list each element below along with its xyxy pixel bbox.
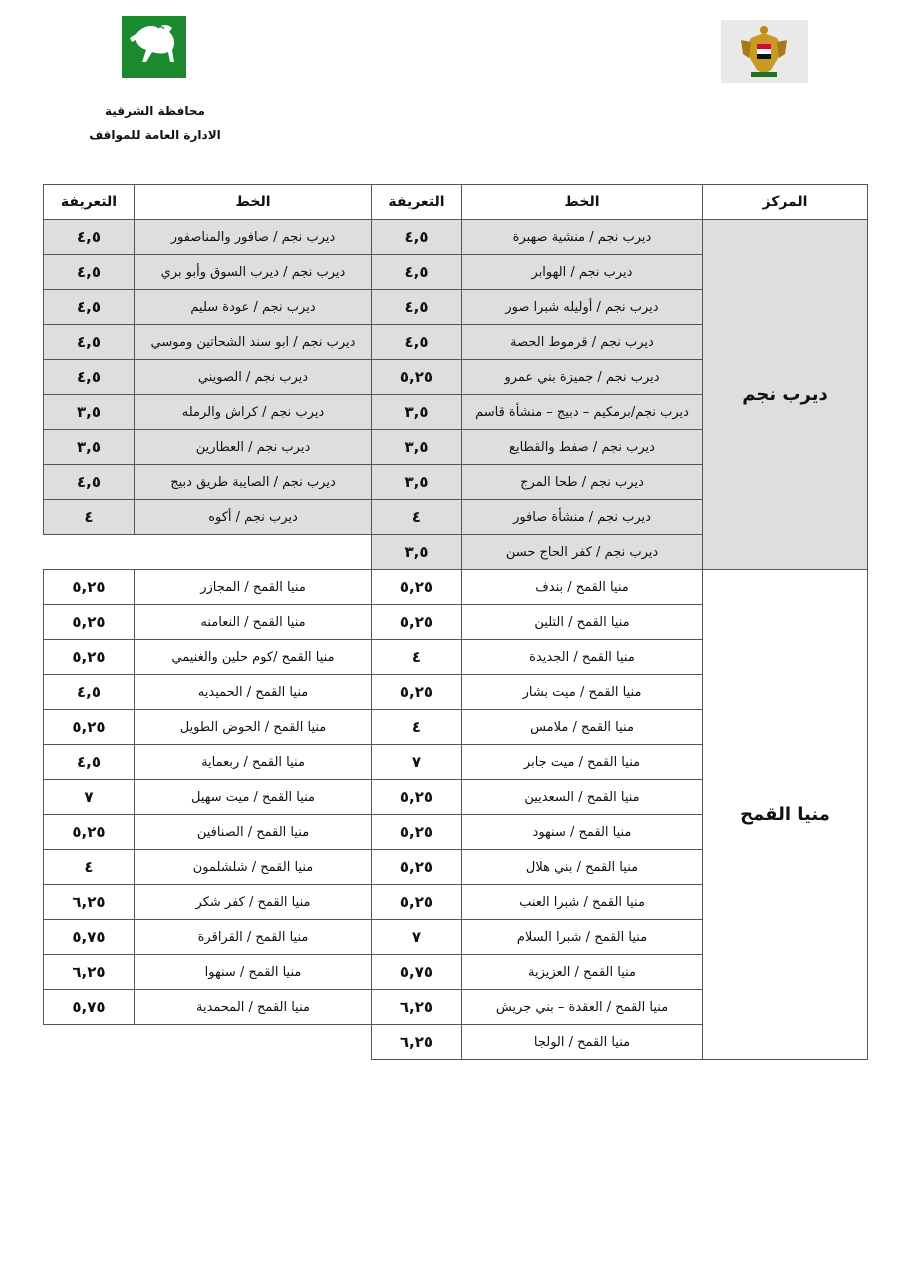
fare-table (43, 184, 868, 1060)
fare-cell: ٧ (372, 920, 462, 955)
fare-cell: ٥,٧٥ (372, 955, 462, 990)
fare-cell: ٤,٥ (44, 745, 135, 780)
route-cell: منيا القمح / سنهود (462, 815, 703, 850)
horse-icon (122, 16, 186, 78)
route-cell: منيا القمح /كوم حلين والغنيمي (135, 640, 372, 675)
center-name-cell: ديرب نجم (703, 220, 868, 570)
fare-cell: ٥,٢٥ (372, 780, 462, 815)
fare-cell: ٥,٢٥ (372, 605, 462, 640)
route-cell: منيا القمح / النعامنه (135, 605, 372, 640)
route-cell: ديرب نجم / الصويني (135, 360, 372, 395)
route-cell: منيا القمح / ميت جابر (462, 745, 703, 780)
fare-cell: ٤,٥ (44, 675, 135, 710)
route-cell: منيا القمح / الجديدة (462, 640, 703, 675)
fare-cell: ٦,٢٥ (44, 885, 135, 920)
fare-cell: ٣,٥ (372, 395, 462, 430)
fare-cell: ٤ (372, 710, 462, 745)
fare-cell: ٥,٢٥ (44, 710, 135, 745)
fare-cell: ٣,٥ (372, 465, 462, 500)
route-cell: منيا القمح / المجازر (135, 570, 372, 605)
fare-cell: ٣,٥ (372, 430, 462, 465)
route-cell: ديرب نجم / قرموط الحصة (462, 325, 703, 360)
route-cell: ديرب نجم / طحا المرج (462, 465, 703, 500)
department-title: الادارة العامة للمواقف (89, 128, 221, 142)
center-name-cell: منيا القمح (703, 570, 868, 1060)
route-cell: منيا القمح / ربعماية (135, 745, 372, 780)
route-cell: منيا القمح / بني هلال (462, 850, 703, 885)
route-cell: منيا القمح / الصنافين (135, 815, 372, 850)
fare-cell: ٥,٧٥ (44, 920, 135, 955)
route-cell: منيا القمح / بندف (462, 570, 703, 605)
route-cell: منيا القمح / ميت سهيل (135, 780, 372, 815)
empty-cell (44, 1025, 372, 1060)
fare-cell: ٥,٢٥ (372, 850, 462, 885)
route-cell: ديرب نجم / أوليله شبرا صور (462, 290, 703, 325)
route-cell: ديرب نجم / ديرب السوق وأبو بري (135, 255, 372, 290)
route-cell: منيا القمح / شبرا العنب (462, 885, 703, 920)
route-cell: ديرب نجم/برمكيم – دبيج – منشأة قاسم (462, 395, 703, 430)
fare-cell: ٤,٥ (372, 290, 462, 325)
route-cell: ديرب نجم / منشأة صافور (462, 500, 703, 535)
fare-cell: ٤ (44, 850, 135, 885)
fare-cell: ٥,٢٥ (372, 570, 462, 605)
fare-cell: ٤,٥ (44, 220, 135, 255)
route-cell: منيا القمح / الولجا (462, 1025, 703, 1060)
fare-cell: ٥,٢٥ (372, 885, 462, 920)
route-cell: منيا القمح / المحمدية (135, 990, 372, 1025)
route-cell: منيا القمح / العقدة – بني جريش (462, 990, 703, 1025)
fare-cell: ٣,٥ (44, 395, 135, 430)
route-cell: منيا القمح / الحميديه (135, 675, 372, 710)
route-cell: منيا القمح / التلين (462, 605, 703, 640)
fare-cell: ٣,٥ (372, 535, 462, 570)
sharqia-horse-logo (122, 16, 186, 78)
route-cell: ديرب نجم / عودة سليم (135, 290, 372, 325)
fare-cell: ٤,٥ (44, 325, 135, 360)
eagle-icon (721, 20, 808, 83)
route-cell: ديرب نجم / صفط والقطايع (462, 430, 703, 465)
route-cell: ديرب نجم / الهوابر (462, 255, 703, 290)
route-cell: منيا القمح / العزيزية (462, 955, 703, 990)
table-header-row (44, 185, 868, 220)
fare-cell: ٤,٥ (44, 290, 135, 325)
route-cell: منيا القمح / السعديين (462, 780, 703, 815)
fare-cell: ٥,٧٥ (44, 990, 135, 1025)
fare-cell: ٧ (372, 745, 462, 780)
header-fare: التعريفة (372, 185, 462, 220)
fare-cell: ٥,٢٥ (44, 605, 135, 640)
fare-cell: ٧ (44, 780, 135, 815)
fare-cell: ٤,٥ (372, 325, 462, 360)
fare-cell: ٤,٥ (372, 220, 462, 255)
route-cell: ديرب نجم / العطارين (135, 430, 372, 465)
route-cell: ديرب نجم / كفر الحاج حسن (462, 535, 703, 570)
route-cell: منيا القمح / ملامس (462, 710, 703, 745)
route-cell: ديرب نجم / جميزة بني عمرو (462, 360, 703, 395)
fare-cell: ٥,٢٥ (372, 360, 462, 395)
fare-cell: ٥,٢٥ (44, 815, 135, 850)
route-cell: منيا القمح / سنهوا (135, 955, 372, 990)
route-cell: منيا القمح / شبرا السلام (462, 920, 703, 955)
fare-cell: ٤ (44, 500, 135, 535)
governorate-title: محافظة الشرقية (105, 104, 205, 118)
route-cell: ديرب نجم / كراش والرمله (135, 395, 372, 430)
fare-cell: ٦,٢٥ (44, 955, 135, 990)
route-cell: منيا القمح / القراقرة (135, 920, 372, 955)
route-cell: منيا القمح / شلشلمون (135, 850, 372, 885)
table-row (44, 570, 868, 605)
route-cell: ديرب نجم / منشية صهبرة (462, 220, 703, 255)
fare-cell: ٤,٥ (44, 255, 135, 290)
empty-cell (44, 535, 372, 570)
header-line: الخط (135, 185, 372, 220)
header-fare: التعريفة (44, 185, 135, 220)
fare-cell: ٥,٢٥ (372, 675, 462, 710)
route-cell: ديرب نجم / صافور والمناصفور (135, 220, 372, 255)
route-cell: ديرب نجم / الصايبة طريق دبيج (135, 465, 372, 500)
fare-cell: ٥,٢٥ (44, 570, 135, 605)
fare-cell: ٤ (372, 640, 462, 675)
fare-cell: ٣,٥ (44, 430, 135, 465)
fare-cell: ٥,٢٥ (44, 640, 135, 675)
fare-cell: ٦,٢٥ (372, 990, 462, 1025)
route-cell: ديرب نجم / أكوه (135, 500, 372, 535)
table-row (44, 220, 868, 255)
fare-cell: ٤,٥ (44, 360, 135, 395)
route-cell: ديرب نجم / ابو سند الشحاتين وموسي (135, 325, 372, 360)
route-cell: منيا القمح / ميت بشار (462, 675, 703, 710)
fare-cell: ٥,٢٥ (372, 815, 462, 850)
route-cell: منيا القمح / الحوض الطويل (135, 710, 372, 745)
header-center: المركز (703, 185, 868, 220)
fare-cell: ٤,٥ (44, 465, 135, 500)
header-line: الخط (462, 185, 703, 220)
route-cell: منيا القمح / كفر شكر (135, 885, 372, 920)
fare-cell: ٦,٢٥ (372, 1025, 462, 1060)
fare-cell: ٤,٥ (372, 255, 462, 290)
fare-cell: ٤ (372, 500, 462, 535)
egypt-eagle-emblem (721, 20, 808, 83)
